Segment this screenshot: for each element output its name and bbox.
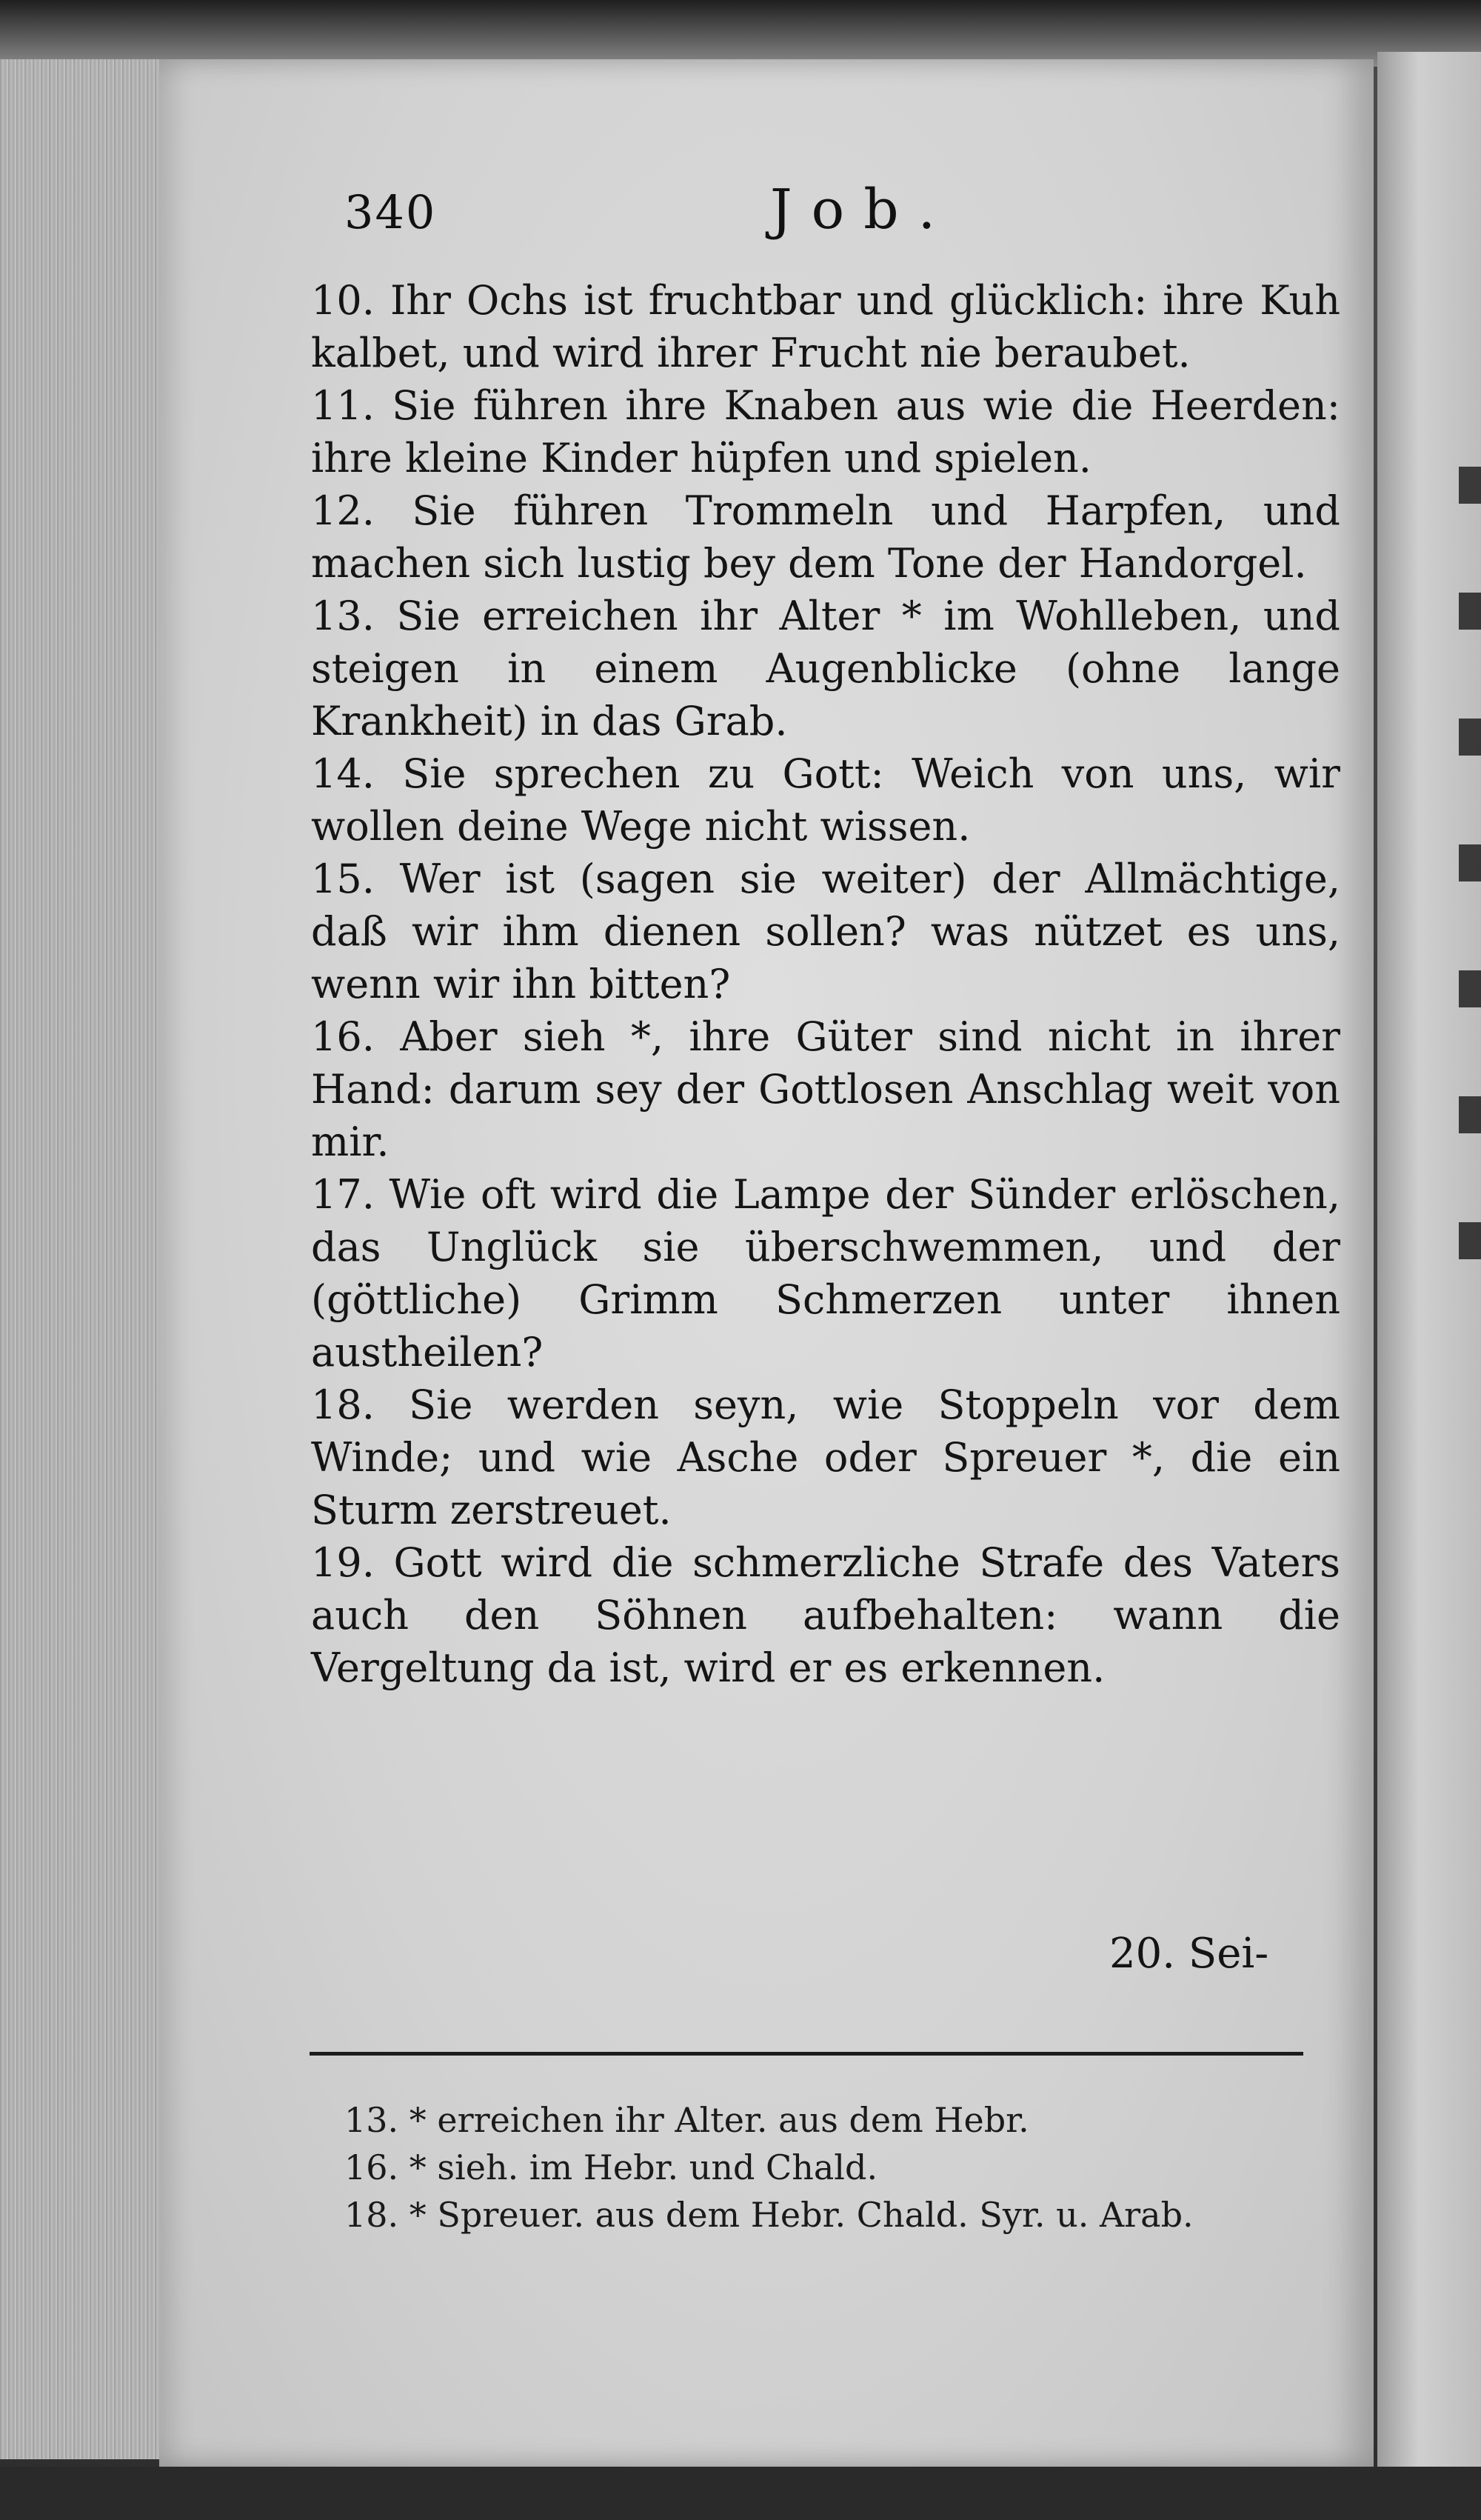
verse-13: 13. Sie erreichen ihr Alter * im Wohlleben, und steigen in einem Augenblicke (ohne lange Krankheit) in das Grab. (311, 593, 1340, 744)
scanner-top-edge (0, 0, 1481, 67)
main-text (311, 274, 1340, 1694)
page-number: 340 (344, 185, 437, 239)
verse-10: 10. Ihr Ochs ist fruchtbar und glücklich: ihre Kuh kalbet, und wird ihrer Frucht nie beraubet. (311, 277, 1340, 376)
page-header (344, 178, 1333, 244)
verse-14: 14. Sie sprechen zu Gott: Weich von uns, wir wollen deine Wege nicht wissen. (311, 750, 1340, 850)
facing-page-edge (1377, 52, 1481, 2474)
facing-page-bleed-marks (1459, 378, 1481, 1267)
footnote-rule (310, 2052, 1303, 2056)
verse-12: 12. Sie führen Trommeln und Harpfen, und machen sich lustig bey dem Tone der Handorgel. (311, 487, 1340, 587)
verse-17: 17. Wie oft wird die Lampe der Sünder erlöschen, das Unglück sie überschwemmen, und der (göttliche) Grimm Schmerzen unter ihnen austheilen? (311, 1171, 1340, 1376)
book-page-edges (0, 59, 161, 2459)
verse-19: 19. Gott wird die schmerzliche Strafe des Vaters auch den Söhnen aufbehalten: wann die Vergeltung da ist, wird er es erkennen. (311, 1539, 1340, 1691)
footnote-18: 18. * Spreuer. aus dem Hebr. Chald. Syr. u. Arab. (344, 2195, 1194, 2235)
catchword: 20. Sei- (1109, 1930, 1269, 1978)
verse-18: 18. Sie werden seyn, wie Stoppeln vor dem Winde; und wie Asche oder Spreuer *, die ein Sturm zerstreuet. (311, 1381, 1340, 1533)
verse-11: 11. Sie führen ihre Knaben aus wie die Heerden: ihre kleine Kinder hüpfen und spielen. (311, 382, 1340, 481)
verse-15: 15. Wer ist (sagen sie weiter) der Allmächtige, daß wir ihm dienen sollen? was nützet es uns, wenn wir ihn bitten? (311, 856, 1340, 1007)
footnotes (344, 2096, 1366, 2239)
verse-16: 16. Aber sieh *, ihre Güter sind nicht in ihrer Hand: darum sey der Gottlosen Anschlag weit von mir. (311, 1013, 1340, 1165)
scanner-bottom-edge (0, 2467, 1481, 2520)
footnote-13: 13. * erreichen ihr Alter. aus dem Hebr. (344, 2100, 1029, 2140)
running-head: Job. (770, 178, 955, 241)
footnote-16: 16. * sieh. im Hebr. und Chald. (344, 2147, 878, 2187)
